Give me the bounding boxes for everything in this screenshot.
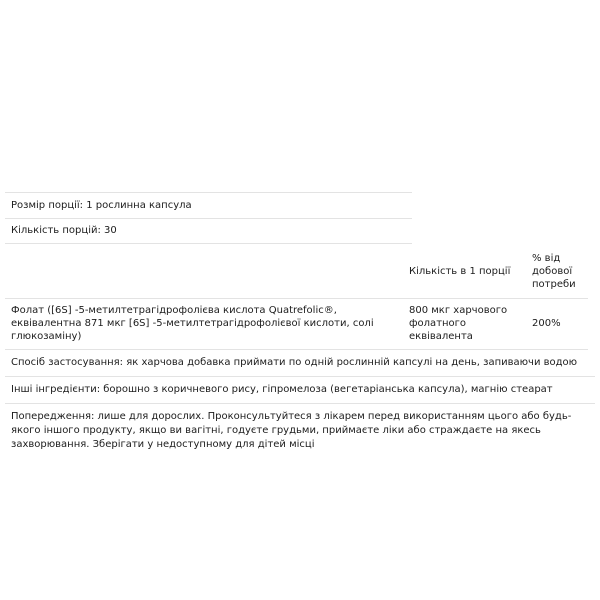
daily-value-header: % від добової потреби (528, 244, 588, 299)
nutrient-daily-value: 200% (528, 299, 588, 350)
other-ingredients: Інші інгредієнти: борошно з коричневого рису, гіпромелоза (вегетаріанська капсула), магнію стеарат (5, 377, 595, 404)
nutrient-name: Фолат ([6S] -5-метилтетрагідрофолієва кислота Quatrefolic®, еквівалентна 871 мкг [6S] -5-метилтетрагідрофолієвої кислоти, солі глюкозаміну) (5, 299, 404, 350)
nutrient-header (5, 244, 404, 299)
directions: Спосіб застосування: як харчова добавка приймати по одній рослинній капсулі на день, запиваючи водою (5, 350, 595, 377)
serving-size: Розмір порції: 1 рослинна капсула (5, 192, 412, 219)
nutrient-table (5, 244, 595, 350)
amount-header: Кількість в 1 порції (404, 244, 528, 299)
nutrient-amount: 800 мкг харчового фолатного еквівалента (404, 299, 528, 350)
servings-per-container: Кількість порцій: 30 (5, 219, 412, 244)
warnings: Попередження: лише для дорослих. Проконсультуйтеся з лікарем перед використанням цього або будь-якого іншого продукту, якщо ви вагітні, годуєте грудьми, приймаєте ліки або страждаєте на якесь захворювання. Зберігати у недоступному для дітей місці (11, 411, 572, 450)
supplement-facts-panel (5, 192, 595, 458)
